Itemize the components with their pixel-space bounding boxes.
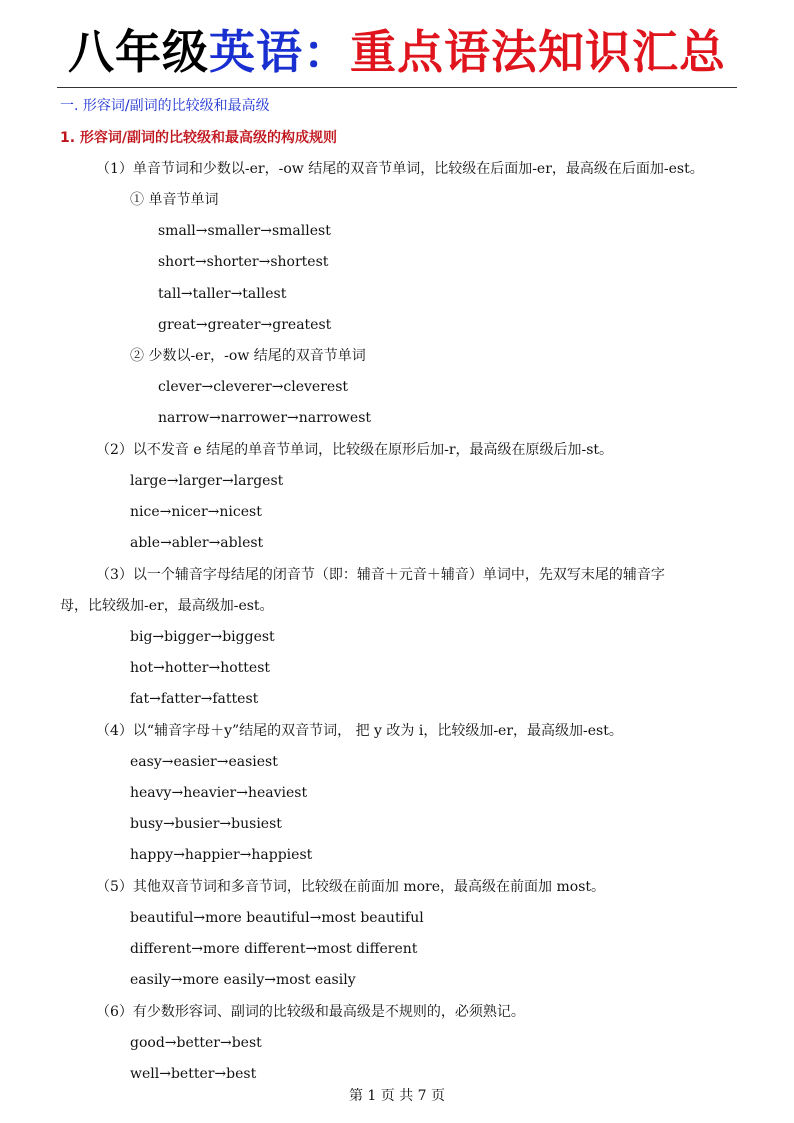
title-grade: 八年级 (68, 25, 209, 79)
title-subject: 英语： (209, 25, 350, 79)
page-number-footer: 第 1 页 共 7 页 (348, 1088, 446, 1104)
example-line: busy→busier→busiest (130, 816, 282, 832)
example-line: easily→more easily→most easily (130, 972, 356, 988)
example-line: narrow→narrower→narrowest (158, 410, 372, 426)
rule-4: （4）以“辅音字母＋y”结尾的双音节词， 把 y 改为 i，比较级加-er，最高级加-est。 (96, 723, 623, 739)
example-line: great→greater→greatest (158, 317, 332, 333)
example-line: small→smaller→smallest (158, 223, 331, 239)
example-line: good→better→best (130, 1035, 262, 1051)
example-line: short→shorter→shortest (158, 254, 329, 270)
rule-5: （5）其他双音节词和多音节词，比较级在前面加 more，最高级在前面加 most。 (96, 879, 606, 895)
title-topic: 重点语法知识汇总 (350, 25, 726, 79)
rule-3: （3）以一个辅音字母结尾的闭音节（即：辅音＋元音＋辅音）单词中，先双写末尾的辅音字 (96, 567, 665, 583)
example-line: happy→happier→happiest (130, 847, 313, 863)
example-line: nice→nicer→nicest (130, 504, 262, 520)
example-line: easy→easier→easiest (130, 754, 278, 770)
rule-1a-heading: ① 单音节单词 (130, 192, 219, 208)
example-line: clever→cleverer→cleverest (158, 379, 349, 395)
example-line: well→better→best (130, 1066, 257, 1082)
example-line: tall→taller→tallest (158, 286, 287, 302)
document-title (0, 22, 794, 82)
example-line: big→bigger→biggest (130, 629, 275, 645)
section-heading: 一. 形容词/副词的比较级和最高级 (60, 98, 270, 114)
rule-6: （6）有少数形容词、副词的比较级和最高级是不规则的，必须熟记。 (96, 1004, 525, 1020)
subsection-heading: 1. 形容词/副词的比较级和最高级的构成规则 (60, 130, 338, 146)
rule-1: （1）单音节词和少数以-er，-ow 结尾的双音节单词，比较级在后面加-er，最高级在后面加-est。 (96, 161, 704, 177)
example-line: large→larger→largest (130, 473, 284, 489)
example-line: heavy→heavier→heaviest (130, 785, 308, 801)
example-line: able→abler→ablest (130, 535, 264, 551)
example-line: beautiful→more beautiful→most beautiful (130, 910, 424, 926)
rule-2: （2）以不发音 e 结尾的单音节单词，比较级在原形后加-r，最高级在原级后加-st。 (96, 442, 614, 458)
example-line: fat→fatter→fattest (130, 691, 259, 707)
example-line: different→more different→most different (130, 941, 418, 957)
title-divider (57, 87, 737, 88)
rule-1b-heading: ② 少数以-er，-ow 结尾的双音节单词 (130, 348, 366, 364)
example-line: hot→hotter→hottest (130, 660, 270, 676)
rule-3-continuation: 母，比较级加-er，最高级加-est。 (60, 598, 274, 614)
